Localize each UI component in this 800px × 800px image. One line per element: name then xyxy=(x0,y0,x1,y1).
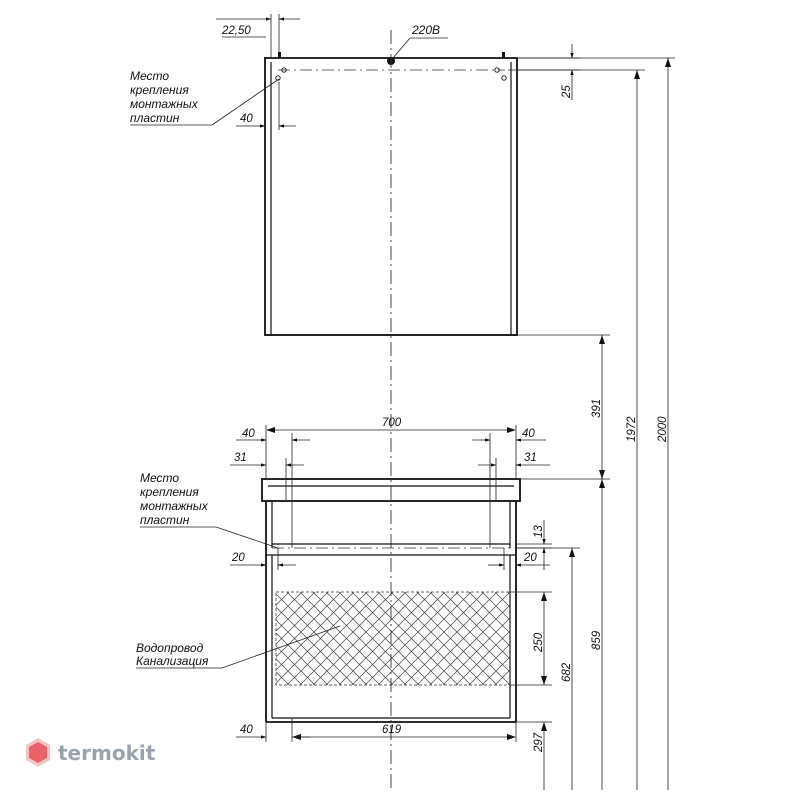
dim-vertical-bottom xyxy=(510,548,603,790)
dim-31-left-label: 31 xyxy=(234,452,247,464)
mount-note-top xyxy=(130,69,279,125)
power-label-leader xyxy=(393,23,448,58)
mount-note-bottom-line4: пластин xyxy=(140,513,190,527)
dim-391-label: 391 xyxy=(591,398,603,418)
dim-22-50-label: 22,50 xyxy=(222,25,251,37)
dim-31-sides xyxy=(230,452,550,501)
hatch-line xyxy=(573,592,666,685)
dim-2000-label: 2000 xyxy=(657,416,669,442)
hatch-line xyxy=(599,592,692,685)
dim-22-50 xyxy=(216,14,300,58)
mount-note-top-line2: крепления xyxy=(130,83,189,97)
dim-859-label: 859 xyxy=(591,630,603,650)
dim-25-label: 25 xyxy=(561,85,573,98)
dim-long-verticals xyxy=(517,58,675,790)
power-label: 220В xyxy=(412,23,441,37)
hatch-line xyxy=(196,592,289,685)
dim-20-sides xyxy=(230,548,550,570)
dim-20-left-label: 20 xyxy=(232,552,245,564)
pipes-hatch-zone xyxy=(183,592,692,685)
dim-13-label: 13 xyxy=(533,525,545,538)
dim-700-label: 700 xyxy=(382,417,402,429)
mount-note-top-line3: монтажных xyxy=(130,97,198,111)
mount-note-top-line1: Место xyxy=(130,69,170,83)
hatch-line xyxy=(560,592,653,685)
pipes-note xyxy=(136,626,340,668)
mount-note-bottom-line1: Место xyxy=(140,471,180,485)
logo-wordmark: termokit xyxy=(58,741,156,765)
dim-250-label: 250 xyxy=(533,632,545,652)
mount-note-bottom xyxy=(140,471,278,548)
pipes-note-water: Водопровод xyxy=(136,641,204,655)
dim-31-right-label: 31 xyxy=(524,452,537,464)
dim-20-right-label: 20 xyxy=(524,552,537,564)
dim-40-top-label: 40 xyxy=(240,113,253,125)
hatch-line xyxy=(560,592,653,685)
hatch-line xyxy=(183,592,276,685)
dim-40-right-label: 40 xyxy=(522,428,535,440)
mount-note-bottom-line2: крепления xyxy=(140,485,199,499)
hatch-line xyxy=(534,592,627,685)
dim-25 xyxy=(508,44,580,100)
mount-note-bottom-line3: монтажных xyxy=(140,499,208,513)
hatch-line xyxy=(599,592,692,685)
dim-40-top xyxy=(236,82,296,130)
hatch-line xyxy=(573,592,666,685)
hatch-line xyxy=(508,592,601,685)
mount-note-top-line4: пластин xyxy=(130,111,180,125)
dim-1972-label: 1972 xyxy=(626,416,638,442)
dim-682-label: 682 xyxy=(561,662,573,682)
hatch-line xyxy=(183,592,276,685)
dim-297-label: 297 xyxy=(533,732,545,752)
dim-40-left-label: 40 xyxy=(242,428,255,440)
dim-40-bottom-label: 40 xyxy=(240,724,253,736)
termokit-logo xyxy=(26,738,156,767)
hatch-line xyxy=(508,592,601,685)
hatch-line xyxy=(196,592,289,685)
dim-619-label: 619 xyxy=(382,724,402,736)
hatch-line xyxy=(534,592,627,685)
pipes-note-sewer: Канализация xyxy=(136,654,209,668)
